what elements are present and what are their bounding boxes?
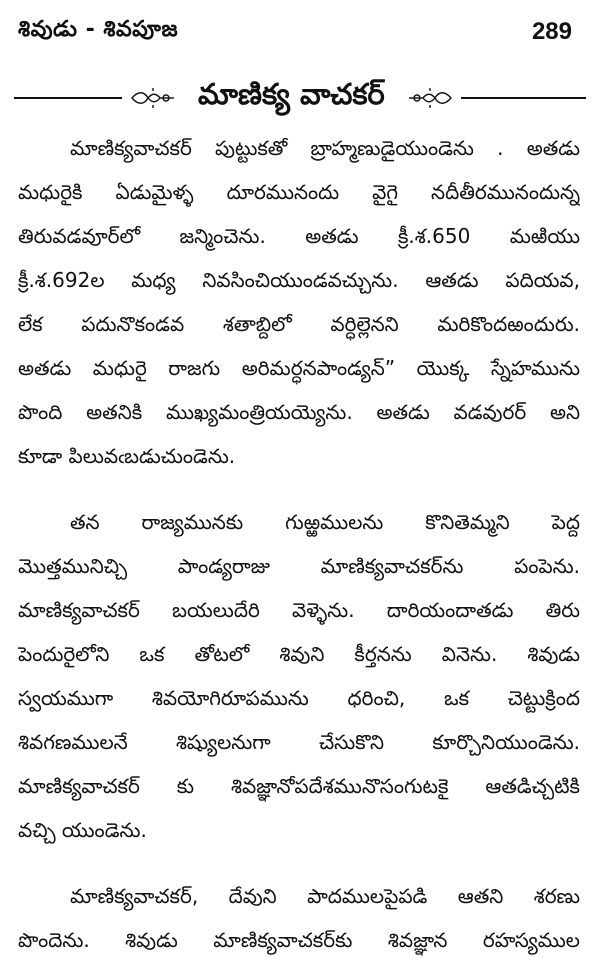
running-header [18, 16, 572, 48]
paragraph-1 [18, 126, 580, 478]
text-line: మాణిక్యవాచకర్ కు శివజ్ఞానోపదేశమునొసంగుటకై ఆతడిచ్చటికి [18, 774, 580, 798]
text-line: తన రాజ్యమునకు గుఱ్ఱములను కొనితెమ్మని పెద్ద [70, 510, 580, 534]
text-line: మాణిక్యవాచకర్, దేవుని పాదములపైపడి ఆతని శరణు [70, 884, 580, 908]
page-number: 289 [531, 18, 572, 45]
flourish-left-icon [130, 87, 176, 109]
chapter-title-row [14, 78, 586, 118]
text-line: మాణిక్యవాచకర్ బయలుదేరి వెళ్ళెను. దారియందాతడు తిరు [18, 598, 580, 622]
text-line: వచ్చి యుండెను. [18, 818, 147, 842]
running-header-title: శివుడు - శివపూజ [18, 17, 179, 42]
text-line: అతడు మధురై రాజగు అరిమర్ధనపాండ్యన్” యొక్క స్నేహమును [18, 356, 580, 380]
right-rule [461, 97, 586, 99]
paragraph-spacer [18, 478, 580, 500]
body-text [18, 126, 580, 962]
paragraph-spacer [18, 852, 580, 874]
chapter-title: మాణిక్య వాచకర్ [198, 77, 385, 111]
text-line: మొత్తమునిచ్చి పాండ్యరాజు మాణిక్యవాచకర్‌ను పంపెను. [18, 554, 580, 578]
text-line: పెందురైలోని ఒక తోటలో శివుని కీర్తనను వినెను. శివుడు [18, 642, 580, 666]
text-line: క్రీ.శ.692ల మధ్య నివసించియుండవచ్చును. ఆతడు పదియవ, [18, 268, 580, 292]
flourish-right-icon [407, 87, 453, 109]
text-line: స్వయముగా శివయోగిరూపమును ధరించి, ఒక చెట్టుక్రింద [18, 686, 580, 710]
text-line: శివగణములనే శిష్యులనుగా చేసుకొని కూర్చొనియుండెను. [18, 730, 580, 754]
text-line: తిరువడవూర్‌లో జన్మించెను. అతడు క్రీ.శ.650 మఱియు [18, 224, 580, 248]
text-line: మధురైకి ఏడుమైళ్ళ దూరమునందు వైగై నదీతీరమునందున్న [18, 180, 580, 204]
text-line: మాణిక్యవాచకర్ పుట్టుకతో బ్రాహ్మణుడైయుండెను . అతడు [70, 136, 580, 160]
text-line: కూడా పిలువఁబడుచుండెను. [18, 444, 236, 468]
text-line: పొందెను. శివుడు మాణిక్యవాచకర్‌కు శివజ్ఞాన రహస్యముల [18, 928, 580, 952]
text-line: లేక పదునొకండవ శతాబ్దిలో వర్ధిల్లెనని మరికొందఱందురు. [18, 312, 580, 336]
paragraph-2 [18, 500, 580, 852]
paragraph-3 [18, 874, 580, 962]
left-rule [14, 97, 122, 99]
text-line: పొంది అతనికి ముఖ్యమంత్రియయ్యెను. అతడు వడవురర్ అని [18, 400, 580, 424]
